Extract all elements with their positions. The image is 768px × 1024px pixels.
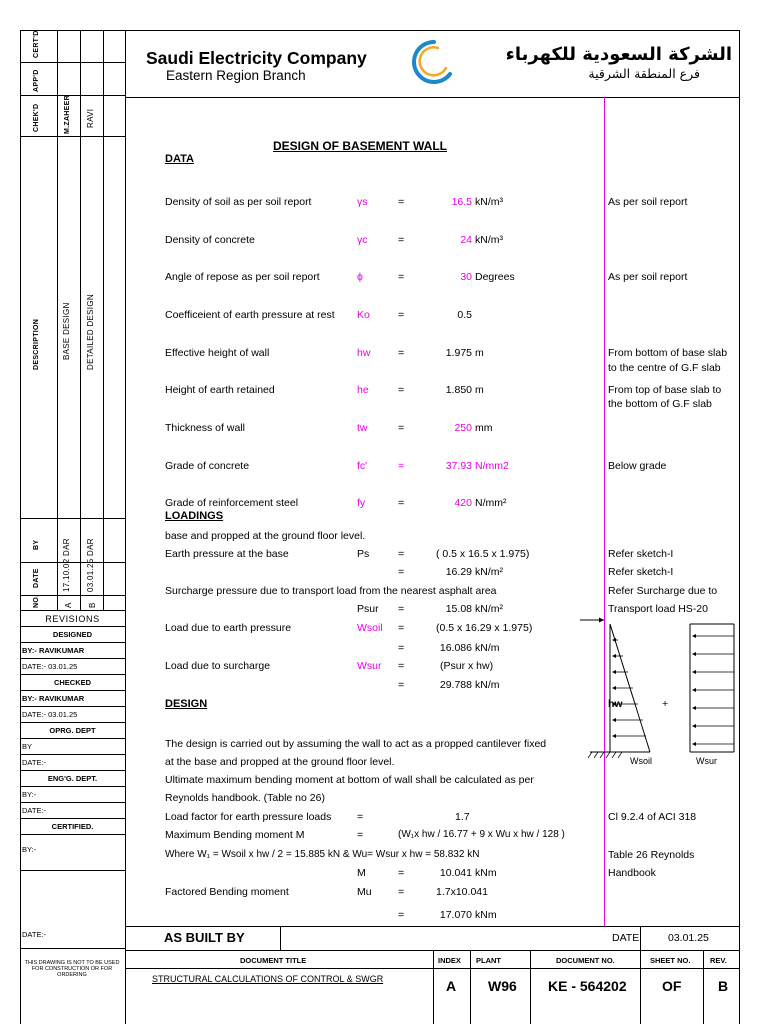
row-symbol: he [357, 384, 369, 396]
strip-divider [125, 30, 126, 1024]
fb2-unit: kNm [475, 909, 497, 921]
l5-sym: Wsoil [357, 622, 383, 634]
row-equals: = [398, 460, 405, 472]
l4-note: Transport load HS-20 [608, 603, 708, 615]
rev-line [20, 948, 125, 949]
certified-label: CERTIFIED. [51, 822, 94, 831]
row-equals: = [398, 422, 405, 434]
rev-line [20, 658, 125, 659]
engg-label: ENG'G. DEPT. [47, 774, 98, 783]
designed-date: DATE:- 03.01.25 [22, 662, 78, 671]
l8-unit: kN/m [475, 679, 500, 691]
row-unit: N/mm² [475, 497, 507, 509]
loadings-intro: base and propped at the ground floor level. [165, 530, 366, 542]
rev-line [20, 738, 125, 739]
row-unit: mm [475, 422, 493, 434]
plant-value: W96 [488, 978, 517, 994]
rev-line [20, 802, 125, 803]
row-value: 1.975 [445, 347, 472, 359]
l4-sym: Psur [357, 603, 379, 615]
checked-label: CHECKED [53, 678, 92, 687]
index-value: A [446, 978, 457, 994]
revisions-label: REVISIONS [45, 614, 100, 624]
oprg-label: OPRG. DEPT [49, 726, 96, 735]
row-unit: Degrees [475, 271, 515, 283]
l6-unit: kN/m [475, 642, 500, 654]
rev-line [20, 786, 125, 787]
row-symbol: γs [357, 196, 368, 208]
l4-eq: = [398, 603, 405, 615]
engg-date: DATE:- [22, 806, 47, 815]
footer-vl [640, 926, 641, 950]
row-note: From top of base slab to [608, 384, 722, 396]
sheet-header: SHEET NO. [650, 956, 691, 965]
row-label: Height of earth retained [165, 384, 275, 396]
strip-h2 [20, 95, 125, 96]
footer-date-value: 03.01.25 [668, 932, 709, 944]
l5-val: (0.5 x 16.29 x 1.975) [436, 622, 533, 634]
design-p2: at the base and propped at the ground floor level. [165, 756, 395, 768]
row-label: Density of soil as per soil report [165, 196, 312, 208]
row-label: Grade of concrete [165, 460, 250, 472]
row-symbol: ϕ [357, 271, 363, 283]
strip-by-a: DAR [62, 538, 71, 556]
footer-vl [280, 926, 281, 950]
lf-note: Cl 9.2.4 of ACI 318 [608, 811, 697, 823]
strip-chekd: CHEK'D [33, 103, 40, 132]
row-value: 420 [454, 497, 472, 509]
row-value: 1.850 [445, 384, 472, 396]
sketch-plus: + [662, 698, 669, 710]
row-value: 0.5 [457, 309, 472, 321]
l2-val: 16.29 [445, 566, 472, 578]
rev-line [20, 754, 125, 755]
fb-sym: Mu [357, 886, 372, 898]
l3-label: Surcharge pressure due to transport load from the nearest asphalt area [165, 585, 497, 597]
fb-val: 1.7x10.041 [436, 886, 488, 898]
row-equals: = [398, 384, 405, 396]
designed-by: BY:- RAVIKUMAR [22, 646, 85, 655]
mb-label: Maximum Bending moment M [165, 829, 305, 841]
rev-line [20, 706, 125, 707]
fb2-val: 17.070 [439, 909, 472, 921]
oprg-by: BY [22, 742, 33, 751]
l1-note: Refer sketch-I [608, 548, 674, 560]
docno-value: KE - 564202 [548, 978, 627, 994]
strip-col-3 [103, 30, 104, 610]
m-val: 10.041 [439, 867, 472, 879]
l1-val: ( 0.5 x 16.5 x 1.975) [436, 548, 530, 560]
row-value: 24 [460, 234, 472, 246]
strip-h1 [20, 62, 125, 63]
row-equals: = [398, 497, 405, 509]
footer-vl [703, 950, 704, 1024]
where-line: Where W₁ = Wsoil x hw / 2 = 15.885 kN & Wu= Wsur x hw = 58.832 kN [165, 849, 480, 860]
header-bottom-line [125, 97, 740, 98]
sketch-hw: hw [608, 698, 623, 710]
row-label: Coefficeient of earth pressure at rest [165, 309, 335, 321]
m-note: Handbook [608, 867, 656, 879]
strip-appd: APP'D [33, 69, 40, 92]
index-header: INDEX [438, 956, 461, 965]
l2-note: Refer sketch-I [608, 566, 674, 578]
lf-eq: = [357, 811, 364, 823]
cert-by: BY:- [22, 845, 37, 854]
loadings-heading: LOADINGS [165, 510, 224, 522]
l5-label: Load due to earth pressure [165, 622, 292, 634]
design-p1: The design is carried out by assuming the wall to act as a propped cantilever fixed [165, 738, 547, 750]
l7-val: (Psur x hw) [440, 660, 494, 672]
as-built-label: AS BUILT BY [164, 930, 245, 945]
rev-line [20, 626, 125, 627]
strip-col-2 [80, 30, 81, 610]
design-p3: Ultimate maximum bending moment at bottom of wall shall be calculated as per [165, 774, 534, 786]
strip-h4 [20, 518, 125, 519]
l7-eq: = [398, 660, 405, 672]
row-note: As per soil report [608, 271, 688, 283]
strip-date-a: 17.10.02 [62, 558, 71, 592]
rev-line [20, 722, 125, 723]
l1-sym: Ps [357, 548, 370, 560]
strip-by: BY [33, 539, 40, 550]
footer-vl [470, 950, 471, 1024]
cert-date: DATE:- [22, 930, 47, 939]
data-heading: DATA [165, 153, 194, 165]
l8-eq: = [398, 679, 405, 691]
l4-val: 15.08 [445, 603, 472, 615]
l1-eq: = [398, 548, 405, 560]
sheet-value: OF [662, 978, 682, 994]
l5-eq: = [398, 622, 405, 634]
row-equals: = [398, 196, 405, 208]
strip-description: DESCRIPTION [33, 318, 40, 370]
sketch-wsoil: Wsoil [630, 756, 652, 766]
row-unit: kN/m³ [475, 234, 503, 246]
row-note: As per soil report [608, 196, 688, 208]
strip-no: NO. [33, 594, 40, 608]
lf-label: Load factor for earth pressure loads [165, 811, 332, 823]
where-note: Table 26 Reynolds [608, 849, 695, 861]
row-unit: kN/m³ [475, 196, 503, 208]
row-symbol: fc' [357, 460, 368, 472]
l1-label: Earth pressure at the base [165, 548, 289, 560]
row-note: From bottom of base slab [608, 347, 728, 359]
engg-by: BY:- [22, 790, 37, 799]
strip-by-b: DAR [86, 538, 95, 556]
note-hw-2: to the centre of G.F slab [608, 362, 721, 374]
footer-line [125, 968, 740, 969]
footer-vl [433, 950, 434, 1024]
footer-vl [530, 950, 531, 1024]
row-label: Angle of repose as per soil report [165, 271, 320, 283]
l7-sym: Wsur [357, 660, 382, 672]
rev-line [20, 870, 125, 871]
strip-certd: CERT'D [33, 30, 40, 58]
strip-col-1 [57, 30, 58, 610]
strip-h3 [20, 136, 125, 137]
l6-val: 16.086 [439, 642, 472, 654]
checked-date: DATE:- 03.01.25 [22, 710, 78, 719]
design-p4: Reynolds handbook. (Table no 26) [165, 792, 325, 804]
strip-date-b: 03.01.25 [86, 558, 95, 592]
rev-header: REV. [710, 956, 727, 965]
fb-eq: = [398, 886, 405, 898]
rev-value: B [718, 978, 729, 994]
rev-line [20, 674, 125, 675]
strip-checker: M.ZAHEER [64, 95, 71, 134]
doc-title-header: DOCUMENT TITLE [240, 956, 307, 965]
strip-desc-b: DETAILED DESIGN [86, 294, 95, 370]
row-value: 30 [460, 271, 472, 283]
mb-val: (W₁x hw / 16.77 + 9 x Wu x hw / 128 ) [398, 829, 565, 840]
row-unit: N/mm2 [475, 460, 509, 472]
strip-no-a: A [64, 602, 73, 608]
mb-eq: = [357, 829, 364, 841]
plant-header: PLANT [476, 956, 501, 965]
row-value: 16.5 [451, 196, 472, 208]
oprg-date: DATE:- [22, 758, 47, 767]
l4-unit: kN/m² [475, 603, 503, 615]
strip-no-b: B [88, 602, 97, 608]
lf-val: 1.7 [455, 811, 470, 823]
note-he-2: the bottom of G.F slab [608, 398, 712, 410]
row-equals: = [398, 234, 405, 246]
fb2-eq: = [398, 909, 405, 921]
pressure-sketch [570, 612, 740, 772]
row-note: Below grade [608, 460, 667, 472]
row-symbol: Ko [357, 309, 370, 321]
row-symbol: γc [357, 234, 368, 246]
footer-vl [640, 950, 641, 1024]
m-eq: = [398, 867, 405, 879]
doc-heading: DESIGN OF BASEMENT WALL [273, 139, 447, 153]
row-label: Effective height of wall [165, 347, 270, 359]
doc-title: STRUCTURAL CALCULATIONS OF CONTROL & SWGR [152, 974, 384, 984]
row-symbol: tw [357, 422, 368, 434]
sketch-wsur: Wsur [696, 756, 717, 766]
m-unit: kNm [475, 867, 497, 879]
row-value: 37.93 [445, 460, 472, 472]
l2-unit: kN/m² [475, 566, 503, 578]
l2-eq: = [398, 566, 405, 578]
row-unit: m [475, 384, 484, 396]
footer-date-label: DATE [612, 932, 640, 944]
row-label: Thickness of wall [165, 422, 245, 434]
row-symbol: fy [357, 497, 366, 509]
row-label: Density of concrete [165, 234, 255, 246]
row-symbol: hw [357, 347, 371, 359]
strip-h7 [20, 610, 125, 611]
row-value: 250 [454, 422, 472, 434]
design-heading: DESIGN [165, 698, 208, 710]
designed-label: DESIGNED [52, 630, 93, 639]
row-equals: = [398, 309, 405, 321]
accent-divider [604, 97, 605, 927]
strip-date: DATE [33, 568, 40, 588]
footer-line [125, 926, 740, 927]
strip-desc-a: BASE DESIGN [62, 302, 71, 360]
strip-note: THIS DRAWING IS NOT TO BE USED FOR CONSTRUCTION OR FOR ORDERING [24, 960, 120, 978]
company-name-ar: الشركة السعودية للكهرباء [505, 44, 732, 65]
l3-note: Refer Surcharge due to [608, 585, 718, 597]
company-name-en: Saudi Electricity Company [146, 48, 367, 68]
l8-val: 29.788 [439, 679, 472, 691]
row-label: Grade of reinforcement steel [165, 497, 299, 509]
fb-label: Factored Bending moment [165, 886, 289, 898]
row-equals: = [398, 347, 405, 359]
l7-label: Load due to surcharge [165, 660, 271, 672]
strip-checker-2: RAVI [86, 108, 95, 128]
rev-line [20, 834, 125, 835]
branch-name-ar: فرع المنطقة الشرقية [588, 66, 700, 81]
rev-line [20, 770, 125, 771]
strip-h5 [20, 562, 125, 563]
l6-eq: = [398, 642, 405, 654]
rev-line [20, 642, 125, 643]
rev-line [20, 690, 125, 691]
branch-name-en: Eastern Region Branch [166, 68, 306, 83]
sec-logo-icon [404, 38, 456, 86]
rev-line [20, 818, 125, 819]
docno-header: DOCUMENT NO. [556, 956, 615, 965]
row-unit: m [475, 347, 484, 359]
checked-by: BY:- RAVIKUMAR [22, 694, 85, 703]
row-equals: = [398, 271, 405, 283]
m-sym: M [357, 867, 366, 879]
